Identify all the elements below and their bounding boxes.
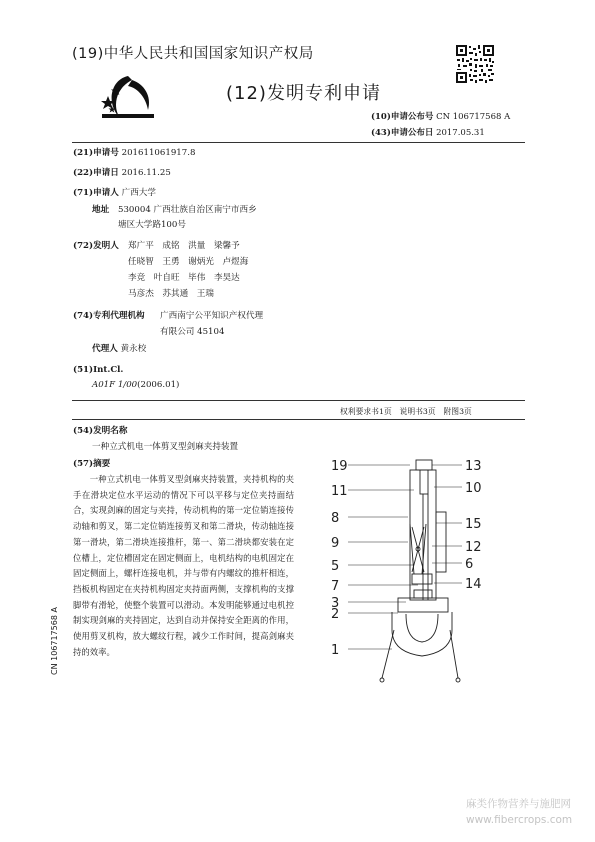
inventors-label: (72)发明人 xyxy=(73,241,119,251)
figure-label: 9 xyxy=(331,536,340,551)
device-drawing xyxy=(322,452,502,684)
header-rule xyxy=(72,142,525,143)
abstract-label: (57)摘要 xyxy=(73,459,111,469)
inventors-line: 任晓智 王勇 谢炳光 卢煜海 xyxy=(128,257,249,267)
page-counts: 权利要求书1页 说明书3页 附图3页 xyxy=(340,407,472,416)
figure-label: 2 xyxy=(331,607,340,622)
figure-label: 14 xyxy=(465,577,482,592)
figure-label: 6 xyxy=(465,557,474,572)
address-line: 塘区大学路100号 xyxy=(118,220,186,230)
office-name: (19)中华人民共和国国家知识产权局 xyxy=(72,46,314,62)
applicant: (71)申请人 广西大学 xyxy=(73,188,156,198)
title-label: (54)发明名称 xyxy=(73,426,128,436)
figure-label: 11 xyxy=(331,484,348,499)
watermark-line: 麻类作物营养与施肥网 xyxy=(466,798,571,810)
inventors-line: 郑广平 成铭 洪量 梁馨予 xyxy=(128,241,240,251)
agency-line: 广西南宁公平知识产权代理 xyxy=(160,311,264,321)
inventors-line: 李竞 叶自旺 毕伟 李昊达 xyxy=(128,273,240,283)
invention-title: 一种立式机电一体剪叉型剑麻夹持装置 xyxy=(92,442,239,452)
figure-label: 8 xyxy=(331,511,340,526)
watermark-line: www.fibercrops.com xyxy=(466,814,573,826)
inventors-line: 马彦杰 苏其通 王瑞 xyxy=(128,289,214,299)
publication-number: (10)申请公布号 CN 106717568 A xyxy=(371,112,511,122)
figure-label: 12 xyxy=(465,540,482,555)
figure-label: 3 xyxy=(331,596,340,611)
side-publication-code: CN 106717568 A xyxy=(50,607,59,675)
section-rule xyxy=(72,419,525,420)
figure-label: 15 xyxy=(465,517,482,532)
publication-date: (43)申请公布日 2017.05.31 xyxy=(371,128,485,138)
application-number: (21)申请号 201611061917.8 xyxy=(73,148,196,158)
qr-code-icon xyxy=(455,44,495,84)
agency-line: 有限公司 45104 xyxy=(160,327,225,337)
ipc-classification: A01F 1/00(2006.01) xyxy=(92,380,180,390)
agent: 代理人 黄永校 xyxy=(92,344,147,354)
filing-date: (22)申请日 2016.11.25 xyxy=(73,168,171,178)
agency-label: (74)专利代理机构 xyxy=(73,311,145,321)
figure-label: 13 xyxy=(465,459,482,474)
document-type: (12)发明专利申请 xyxy=(226,83,381,104)
figure-label: 5 xyxy=(331,559,340,574)
address-line: 530004 广西壮族自治区南宁市西乡 xyxy=(118,205,257,215)
section-rule xyxy=(72,400,525,401)
figure-label: 7 xyxy=(331,579,340,594)
abstract-text: 一种立式机电一体剪叉型剑麻夹持装置，夹持机构的夹手在滑块定位水平运动的情况下可以平移与定位夹持面结合，实现剑麻的固定与夹持，传动机构的第一定位销连接传动轴和剪叉，第二定位销连接剪叉和第二滑块，传动轴连接第一滑块，第二滑块连接推杆，第一、第二滑块都安装在定位槽上，定位槽固定在固定侧面上，电机结构的电机固定在固定侧面上，螺杆连接电机，并与带有内螺纹的推杆相连，挡板机构固定在夹持机构固定夹持面两侧，支撑机构的支撑脚带有滑轮，使整个装置可以滑动。本发明能够通过电机控制实现剑麻的夹持固定，达到自动并保持安全距离的作用，使用剪叉机构，放大螺纹行程，减少工作时间，提高剑麻夹持的效率。 xyxy=(73,474,294,657)
ipc-label: (51)Int.Cl. xyxy=(73,365,124,375)
figure-label: 19 xyxy=(331,459,348,474)
address-label: 地址 xyxy=(92,205,110,215)
cnipa-logo-icon xyxy=(98,74,158,120)
figure-label: 10 xyxy=(465,481,482,496)
figure-label: 1 xyxy=(331,643,340,658)
watermark xyxy=(466,796,572,828)
